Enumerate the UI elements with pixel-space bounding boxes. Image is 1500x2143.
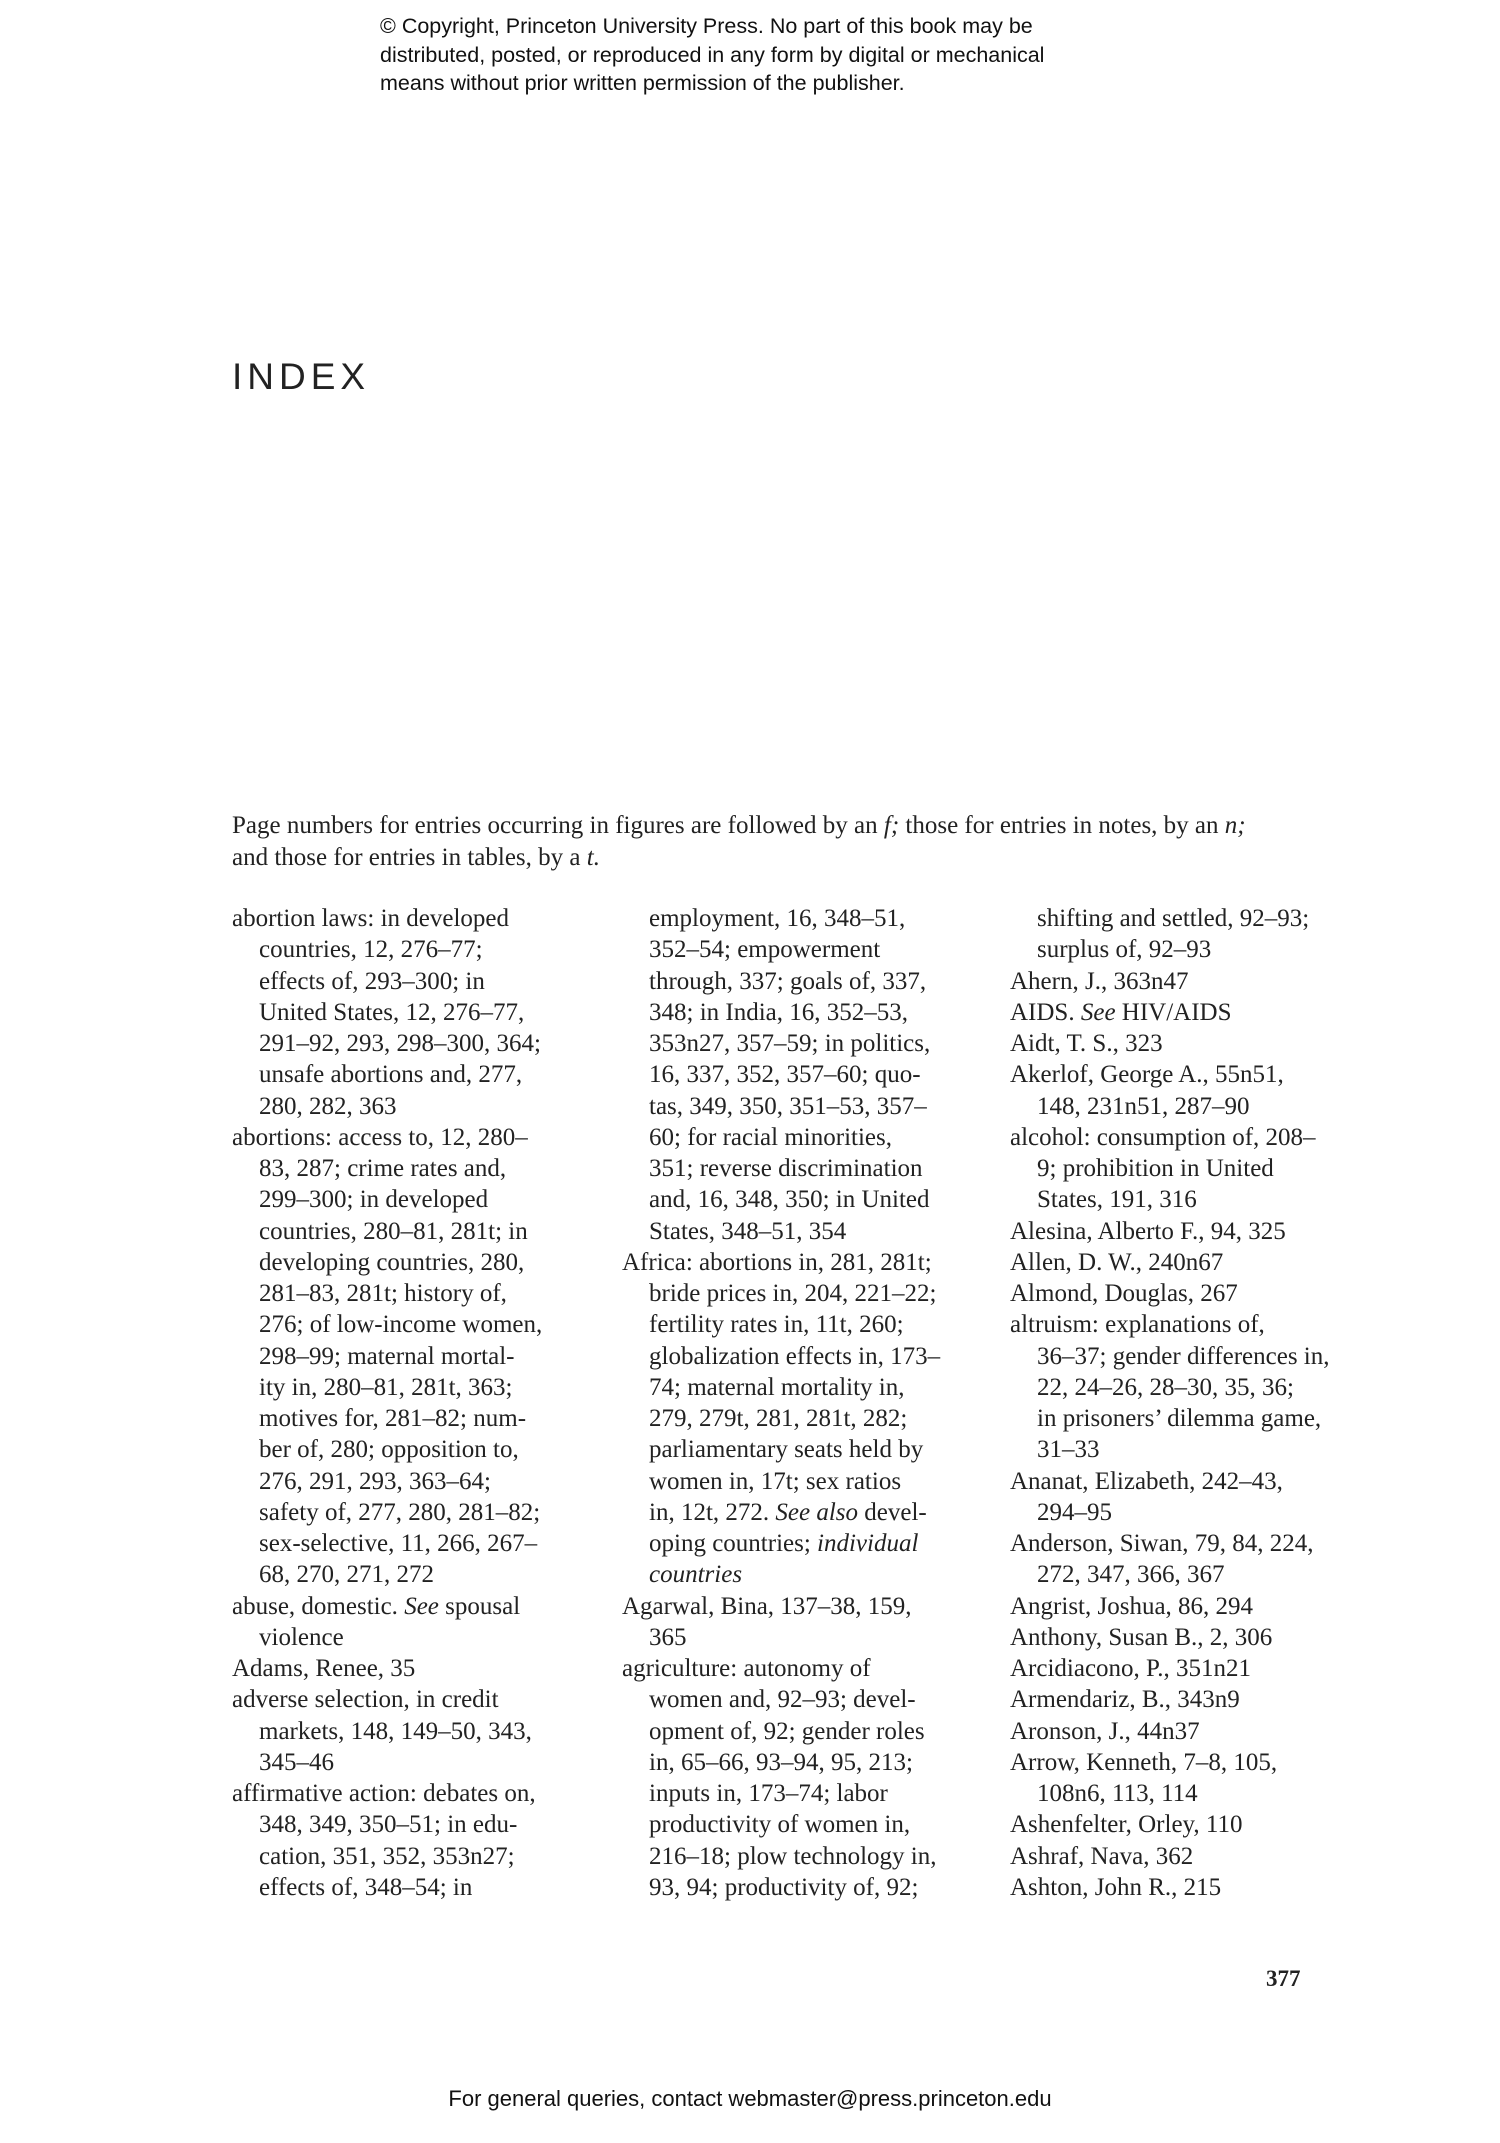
index-entry <box>232 1122 542 1591</box>
entry-heading-line: Anderson, Siwan, 79, 84, 224, <box>1010 1530 1314 1557</box>
entry-subline: surplus of, 92–93 <box>1037 936 1212 964</box>
text-segment: abuse, domestic. <box>232 1592 405 1620</box>
intro-line <box>232 842 1246 874</box>
entry-heading-line: Aidt, T. S., 323 <box>1010 1030 1163 1057</box>
entry-subline: 348, 349, 350–51; in edu- <box>259 1811 518 1839</box>
entry-subline: bride prices in, 204, 221–22; <box>649 1280 937 1307</box>
entry-subline: 31–33 <box>1037 1436 1100 1464</box>
italic-text: See <box>404 1592 439 1620</box>
entry-subline: productivity of women in, <box>649 1811 911 1839</box>
entry-heading-line: Africa: abortions in, 281, 281t; <box>622 1248 932 1276</box>
index-entry <box>1010 1216 1330 1247</box>
entry-subline: 60; for racial minorities, <box>649 1123 892 1151</box>
entry-subline: 348; in India, 16, 352–53, <box>649 998 909 1026</box>
text-segment: oping countries; <box>649 1530 818 1557</box>
copyright-notice <box>380 12 1044 98</box>
entry-subline: 281–83, 281t; history of, <box>259 1280 507 1307</box>
entry-subline: 68, 270, 271, 272 <box>259 1561 434 1589</box>
index-entry <box>1010 1278 1330 1309</box>
index-column-2 <box>622 903 940 1903</box>
entry-subline: States, 191, 316 <box>1037 1186 1197 1214</box>
italic-text: f; <box>883 812 900 839</box>
entry-subline: 93, 94; productivity of, 92; <box>649 1873 919 1901</box>
entry-heading-line: Almond, Douglas, 267 <box>1010 1280 1238 1307</box>
entry-subline: inputs in, 173–74; labor <box>649 1780 888 1807</box>
entry-subline: 272, 347, 366, 367 <box>1037 1561 1225 1589</box>
entry-heading-line: Akerlof, George A., 55n51, <box>1010 1061 1284 1089</box>
entry-subline: women in, 17t; sex ratios <box>649 1467 902 1495</box>
entry-subline: 351; reverse discrimination <box>649 1155 923 1182</box>
index-entry <box>1010 1716 1330 1747</box>
entry-subline: safety of, 277, 280, 281–82; <box>259 1498 541 1526</box>
entry-subline: motives for, 281–82; num- <box>259 1405 527 1432</box>
index-entry <box>1010 1809 1330 1840</box>
text-segment: devel- <box>858 1498 927 1526</box>
text-segment: Page numbers for entries occurring in figures are followed by an <box>232 812 884 839</box>
entry-subline: ber of, 280; opposition to, <box>259 1436 519 1464</box>
index-entry <box>232 903 542 1122</box>
entry-heading-line: Angrist, Joshua, 86, 294 <box>1010 1592 1254 1620</box>
footer-contact: For general queries, contact webmaster@press.princeton.edu <box>448 2086 1052 2111</box>
text-segment: and those for entries in tables, by a <box>232 843 587 871</box>
entry-subline: globalization effects in, 173– <box>649 1342 941 1370</box>
entry-subline: 345–46 <box>259 1748 334 1776</box>
italic-text: n; <box>1224 812 1246 839</box>
entry-subline: 16, 337, 352, 357–60; quo- <box>649 1061 921 1089</box>
entry-heading-line: altruism: explanations of, <box>1010 1311 1265 1339</box>
entry-subline: through, 337; goals of, 337, <box>649 967 927 995</box>
entry-subline: 298–99; maternal mortal- <box>259 1342 515 1370</box>
entry-heading-line: Ashenfelter, Orley, 110 <box>1010 1811 1243 1839</box>
index-entry <box>232 1778 542 1903</box>
entry-heading-line: Anthony, Susan B., 2, 306 <box>1010 1623 1273 1651</box>
index-entry <box>1010 1747 1330 1810</box>
entry-subline: women and, 92–93; devel- <box>649 1686 916 1714</box>
copyright-line: means without prior written permission of the publisher. <box>380 71 905 95</box>
index-entry <box>1010 997 1330 1028</box>
index-entry <box>1010 1309 1330 1465</box>
entry-subline: 299–300; in developed <box>259 1186 489 1214</box>
copyright-line: distributed, posted, or reproduced in any form by digital or mechanical <box>380 42 1045 67</box>
entry-subline: parliamentary seats held by <box>649 1436 924 1464</box>
entry-heading-line: Ashraf, Nava, 362 <box>1010 1842 1194 1870</box>
copyright-line: © Copyright, Princeton University Press. No part of this book may be <box>380 14 1033 38</box>
entry-subline: 279, 279t, 281, 281t, 282; <box>649 1405 908 1432</box>
index-entry <box>1010 1591 1330 1622</box>
entry-subline: 148, 231n51, 287–90 <box>1037 1092 1250 1120</box>
entry-heading-line: Arrow, Kenneth, 7–8, 105, <box>1010 1748 1278 1776</box>
entry-subline: sex-selective, 11, 266, 267– <box>259 1530 538 1557</box>
entry-subline: States, 348–51, 354 <box>649 1217 847 1245</box>
index-entry-continued <box>1010 903 1330 966</box>
index-entry <box>1010 1028 1330 1059</box>
entry-subline: effects of, 293–300; in <box>259 967 485 995</box>
index-entry <box>1010 966 1330 997</box>
page-number: 377 <box>1266 1966 1301 1991</box>
entry-subline: developing countries, 280, <box>259 1248 525 1276</box>
entry-subline: 294–95 <box>1037 1498 1112 1526</box>
entry-subline: shifting and settled, 92–93; <box>1037 905 1310 932</box>
entry-heading-line: Alesina, Alberto F., 94, 325 <box>1010 1217 1286 1245</box>
entry-heading-line: abortions: access to, 12, 280– <box>232 1123 528 1151</box>
index-entry <box>622 1653 940 1903</box>
entry-subline: in, 65–66, 93–94, 95, 213; <box>649 1748 913 1776</box>
index-intro-note <box>232 810 1246 873</box>
entry-subline: 83, 287; crime rates and, <box>259 1155 507 1182</box>
page-title: INDEX <box>232 356 371 397</box>
entry-heading-line: Ananat, Elizabeth, 242–43, <box>1010 1467 1283 1495</box>
index-entry <box>622 1247 940 1591</box>
entry-subline: 276, 291, 293, 363–64; <box>259 1467 491 1495</box>
index-column-1 <box>232 903 542 1903</box>
entry-subline: countries, 280–81, 281t; in <box>259 1217 528 1245</box>
italic-text: individual <box>817 1530 919 1557</box>
entry-subline <box>622 1497 940 1528</box>
index-entry-continued <box>622 903 940 1247</box>
entry-heading-line: Armendariz, B., 343n9 <box>1010 1686 1240 1714</box>
index-entry <box>1010 1122 1330 1216</box>
text-segment: HIV/AIDS <box>1115 998 1232 1026</box>
index-entry <box>1010 1059 1330 1122</box>
entry-subline: cation, 351, 352, 353n27; <box>259 1842 515 1870</box>
entry-subline: effects of, 348–54; in <box>259 1873 473 1901</box>
entry-subline: tas, 349, 350, 351–53, 357– <box>649 1092 927 1120</box>
entry-subline: 9; prohibition in United <box>1037 1155 1274 1182</box>
text-segment: those for entries in notes, by an <box>899 812 1225 839</box>
index-entry <box>1010 1653 1330 1684</box>
index-entry <box>1010 1528 1330 1591</box>
entry-heading-line: alcohol: consumption of, 208– <box>1010 1123 1316 1151</box>
entry-subline: 353n27, 357–59; in politics, <box>649 1030 931 1057</box>
entry-heading-line: Ashton, John R., 215 <box>1010 1873 1222 1901</box>
entry-subline: 108n6, 113, 114 <box>1037 1780 1198 1807</box>
text-segment: AIDS. <box>1010 998 1081 1026</box>
intro-line <box>232 810 1246 842</box>
entry-heading-line: Adams, Renee, 35 <box>232 1655 416 1682</box>
entry-subline: 22, 24–26, 28–30, 35, 36; <box>1037 1373 1294 1401</box>
italic-text: See <box>1080 998 1116 1026</box>
entry-subline: 365 <box>649 1623 687 1651</box>
entry-subline: and, 16, 348, 350; in United <box>649 1186 930 1214</box>
index-entry <box>622 1591 940 1654</box>
entry-subline: opment of, 92; gender roles <box>649 1717 925 1745</box>
entry-heading-line: Ahern, J., 363n47 <box>1010 967 1189 995</box>
index-column-3 <box>1010 903 1330 1903</box>
index-entry <box>1010 1841 1330 1872</box>
entry-heading-line: abortion laws: in developed <box>232 905 510 932</box>
entry-heading-line: Allen, D. W., 240n67 <box>1010 1248 1224 1276</box>
entry-heading-line <box>232 1591 542 1622</box>
entry-heading-line <box>1010 997 1330 1028</box>
italic-text: countries <box>649 1561 743 1589</box>
entry-subline: unsafe abortions and, 277, <box>259 1061 523 1089</box>
index-entry <box>1010 1247 1330 1278</box>
entry-subline: 280, 282, 363 <box>259 1092 397 1120</box>
entry-subline: countries, 12, 276–77; <box>259 936 483 964</box>
index-entry <box>1010 1466 1330 1529</box>
index-entry <box>232 1653 542 1684</box>
entry-heading-line: Agarwal, Bina, 137–38, 159, <box>622 1592 912 1620</box>
entry-subline: violence <box>259 1623 344 1651</box>
entry-heading-line: Arcidiacono, P., 351n21 <box>1010 1655 1251 1682</box>
italic-text: See also <box>775 1498 859 1526</box>
entry-subline <box>622 1528 940 1559</box>
entry-heading-line: agriculture: autonomy of <box>622 1655 871 1682</box>
index-entry <box>1010 1684 1330 1715</box>
entry-subline: 291–92, 293, 298–300, 364; <box>259 1030 541 1057</box>
entry-heading-line: Aronson, J., 44n37 <box>1010 1717 1200 1745</box>
index-entry <box>1010 1872 1330 1903</box>
index-entry <box>232 1591 542 1654</box>
entry-subline: United States, 12, 276–77, <box>259 998 525 1026</box>
entry-subline: markets, 148, 149–50, 343, <box>259 1717 532 1745</box>
text-segment: spousal <box>438 1592 521 1620</box>
entry-subline: 36–37; gender differences in, <box>1037 1342 1330 1370</box>
italic-text: t. <box>586 843 600 871</box>
entry-subline: 352–54; empowerment <box>649 936 881 964</box>
entry-subline: employment, 16, 348–51, <box>649 905 906 932</box>
entry-subline <box>622 1559 940 1590</box>
index-entry <box>232 1684 542 1778</box>
entry-heading-line: affirmative action: debates on, <box>232 1780 536 1807</box>
text-segment: in, 12t, 272. <box>649 1498 776 1526</box>
entry-subline: 216–18; plow technology in, <box>649 1842 937 1870</box>
index-entry <box>1010 1622 1330 1653</box>
entry-subline: in prisoners’ dilemma game, <box>1037 1405 1322 1432</box>
entry-heading-line: adverse selection, in credit <box>232 1686 499 1714</box>
entry-subline: ity in, 280–81, 281t, 363; <box>259 1373 513 1401</box>
entry-subline: 276; of low-income women, <box>259 1311 543 1339</box>
entry-subline: 74; maternal mortality in, <box>649 1373 905 1401</box>
entry-subline: fertility rates in, 11t, 260; <box>649 1311 904 1339</box>
